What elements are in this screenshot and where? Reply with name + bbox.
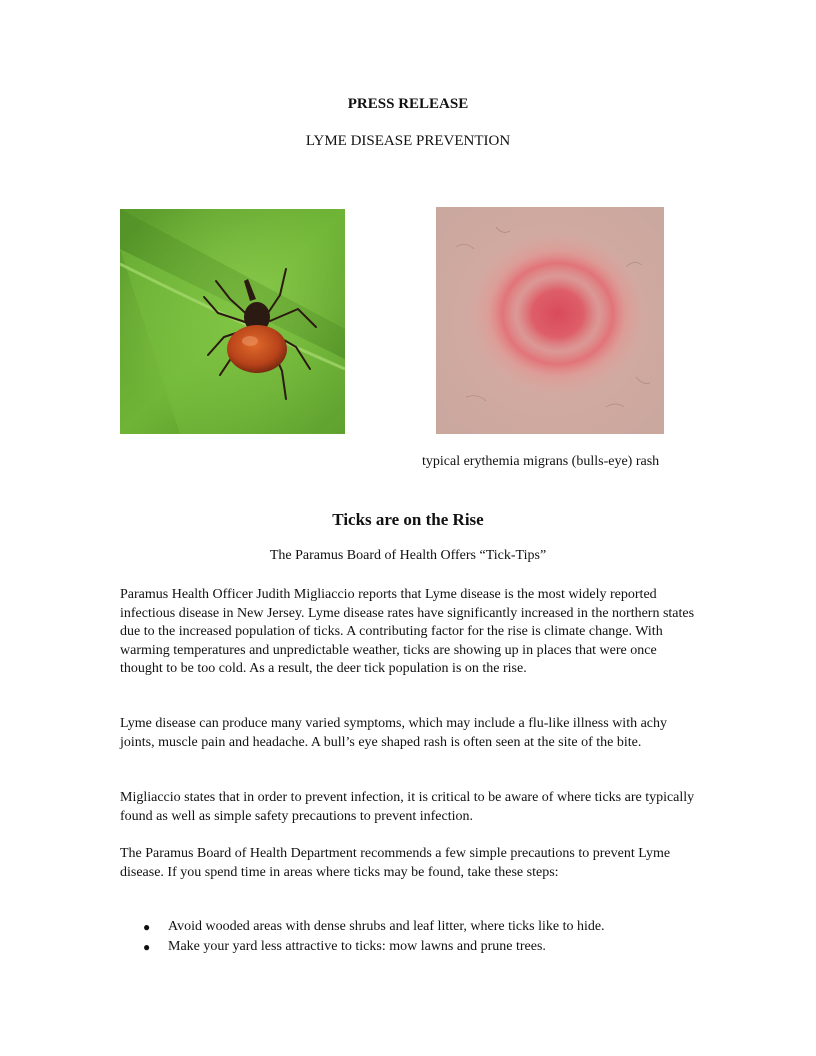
list-item	[0, 938, 816, 958]
list-item-text: Make your yard less attractive to ticks: mow lawns and prune trees.	[168, 939, 546, 954]
tick-on-leaf-photo	[120, 209, 345, 434]
press-release-label: PRESS RELEASE	[347, 96, 469, 112]
paragraph-recommendations: The Paramus Board of Health Department recommends a few simple precautions to prevent Lyme disease. If you spend time in areas where ticks may be found, take these steps:	[120, 846, 671, 880]
paragraph-prevention-awareness: Migliaccio states that in order to prevent infection, it is critical to be aware of where ticks are typically found as well as simple safety precautions to prevent infection.	[120, 790, 695, 824]
article-subheading: The Paramus Board of Health Offers “Tick-Tips”	[269, 548, 547, 563]
paragraph-symptoms: Lyme disease can produce many varied symptoms, which may include a flu-like illness with achy joints, muscle pain and headache. A bull’s eye shaped rash is often seen at the site of the bite.	[120, 716, 668, 750]
article-heading: Ticks are on the Rise	[332, 510, 484, 529]
bullet-icon: ●	[143, 920, 151, 934]
paragraph-lyme-rates: Paramus Health Officer Judith Migliaccio reports that Lyme disease is the most widely reported infectious disease in New Jersey. Lyme disease rates have significantly increased in the northern states due to the increased population of ticks. A contributing factor for the rise is climate change. With warming temperatures and unpredictable weather, ticks are showing up in places that were once thought to be too cold. As a result, the deer tick population is on the rise.	[120, 587, 695, 676]
list-item-text: Avoid wooded areas with dense shrubs and leaf litter, where ticks like to hide.	[168, 919, 605, 934]
rash-photo-caption: typical erythemia migrans (bulls-eye) rash	[422, 454, 660, 469]
bulls-eye-rash-photo	[436, 207, 664, 434]
precaution-list	[0, 918, 816, 958]
list-item	[0, 918, 816, 938]
document-title: LYME DISEASE PREVENTION	[305, 133, 511, 149]
bullet-icon: ●	[143, 940, 151, 954]
